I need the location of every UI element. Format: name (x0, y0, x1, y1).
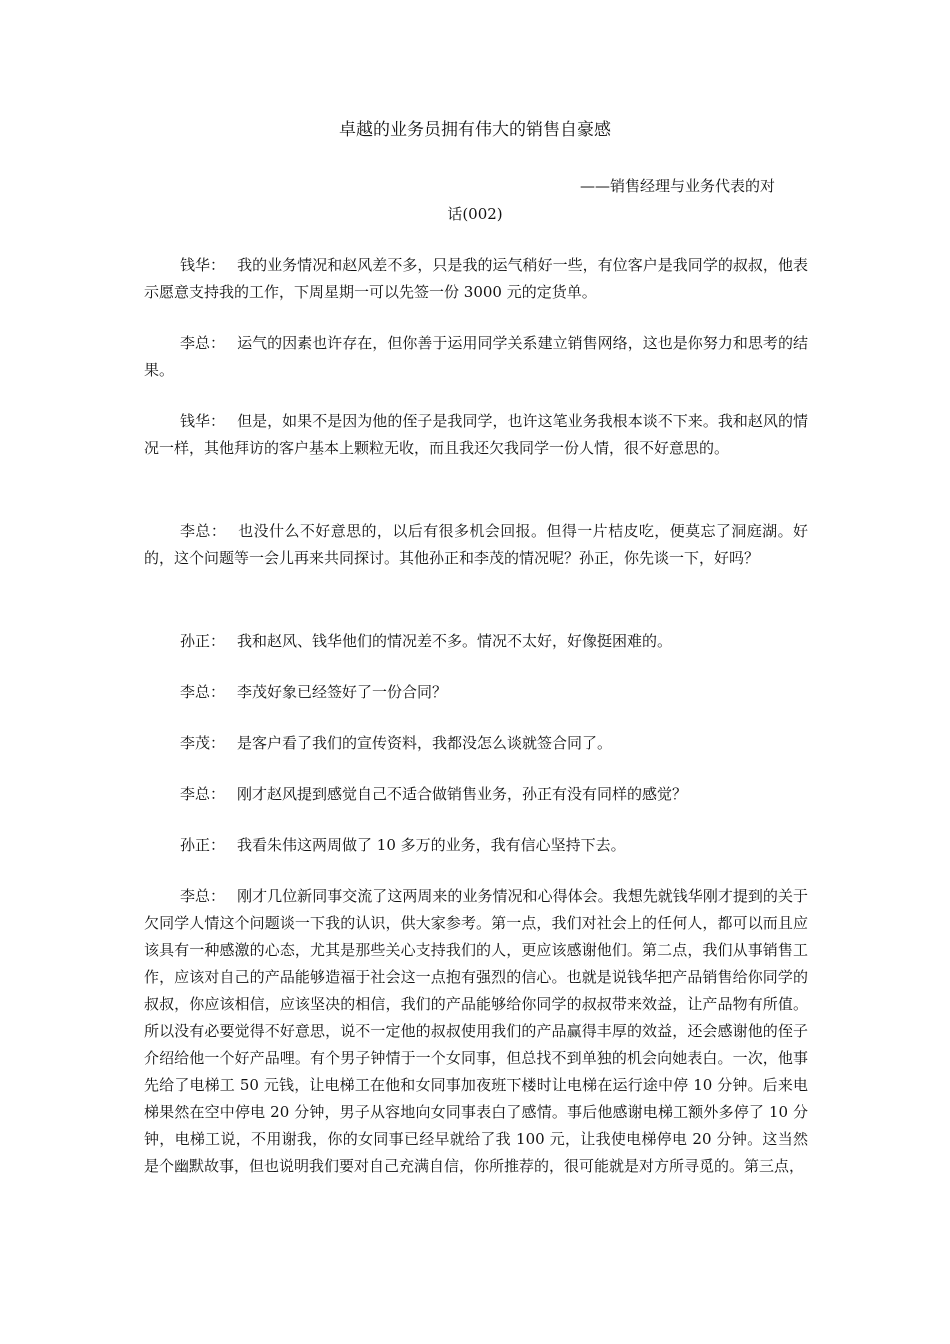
dialogue-text: 我看朱伟这两周做了 10 多万的业务，我有信心坚持下去。 (237, 836, 626, 854)
dialogue-paragraph (144, 518, 808, 572)
speaker-label: 李总： (180, 785, 226, 803)
document-subtitle-line2: 话(002) (447, 205, 503, 223)
speaker-label: 李茂： (180, 734, 226, 752)
dialogue-paragraph (144, 832, 808, 859)
dialogue-paragraph (144, 883, 808, 1180)
dialogue-text: 是客户看了我们的宣传资料，我都没怎么谈就签合同了。 (237, 734, 613, 752)
dialogue-text: 我和赵风、钱华他们的情况差不多。情况不太好，好像挺困难的。 (237, 632, 673, 650)
dialogue-text: 也没什么不好意思的，以后有很多机会回报。但得一片桔皮吃，便莫忘了洞庭湖。好的，这个问题等一会儿再来共同探讨。其他孙正和李茂的情况呢？孙正，你先谈一下，好吗？ (144, 522, 808, 567)
document-title: 卓越的业务员拥有伟大的销售自豪感 (339, 120, 611, 140)
dialogue-text: 运气的因素也许存在，但你善于运用同学关系建立销售网络，这也是你努力和思考的结果。 (144, 334, 808, 379)
speaker-label: 李总： (180, 887, 226, 905)
dialogue-text: 但是，如果不是因为他的侄子是我同学，也许这笔业务我根本谈不下来。我和赵风的情况一样，其他拜访的客户基本上颗粒无收，而且我还欠我同学一份人情，很不好意思的。 (144, 412, 808, 457)
speaker-label: 李总： (180, 683, 226, 701)
speaker-label: 钱华： (180, 412, 226, 430)
dialogue-paragraph (144, 330, 808, 384)
dialogue-text: 刚才几位新同事交流了这两周来的业务情况和心得体会。我想先就钱华刚才提到的关于欠同学人情这个问题谈一下我的认识，供大家参考。第一点，我们对社会上的任何人，都可以而且应该具有一种感激的心态，尤其是那些关心支持我们的人，更应该感谢他们。第二点，我们从事销售工作，应该对自己的产品能够造福于社会这一点抱有强烈的信心。也就是说钱华把产品销售给你同学的叔叔，你应该相信，应该坚决的相信，我们的产品能够给你同学的叔叔带来效益，让产品物有所值。所以没有必要觉得不好意思，说不一定他的叔叔使用我们的产品赢得丰厚的效益，还会感谢他的侄子介绍给他一个好产品哩。有个男子钟情于一个女同事，但总找不到单独的机会向她表白。一次，他事先给了电梯工 50 元钱，让电梯工在他和女同事加夜班下楼时让电梯在运行途中停 10 分钟。后来电梯果然在空中停电 20 分钟，男子从容地向女同事表白了感情。事后他感谢电梯工额外多停了 10 分钟，电梯工说，不用谢我，你的女同事已经早就给了我 100 元，让我使电梯停电 20 分钟。这当然是个幽默故事，但也说明我们要对自己充满自信，你所推荐的，很可能就是对方所寻觅的。第三点， (144, 887, 808, 1175)
document-subtitle-line1: ——销售经理与业务代表的对 (580, 177, 776, 195)
dialogue-paragraph (144, 628, 808, 655)
speaker-label: 孙正： (180, 632, 226, 650)
dialogue-paragraph (144, 252, 808, 306)
dialogue-text: 刚才赵风提到感觉自己不适合做销售业务，孙正有没有同样的感觉？ (237, 785, 688, 803)
speaker-label: 李总： (180, 334, 226, 352)
dialogue-paragraph (144, 781, 808, 808)
dialogue-text: 李茂好象已经签好了一份合同？ (237, 683, 448, 701)
dialogue-paragraph (144, 730, 808, 757)
dialogue-paragraph (144, 408, 808, 462)
dialogue-paragraph (144, 679, 808, 706)
dialogue-text: 我的业务情况和赵风差不多，只是我的运气稍好一些，有位客户是我同学的叔叔，他表示愿意支持我的工作，下周星期一可以先签一份 3000 元的定货单。 (144, 256, 808, 301)
speaker-label: 钱华： (180, 256, 226, 274)
speaker-label: 孙正： (180, 836, 226, 854)
speaker-label: 李总： (180, 522, 227, 540)
